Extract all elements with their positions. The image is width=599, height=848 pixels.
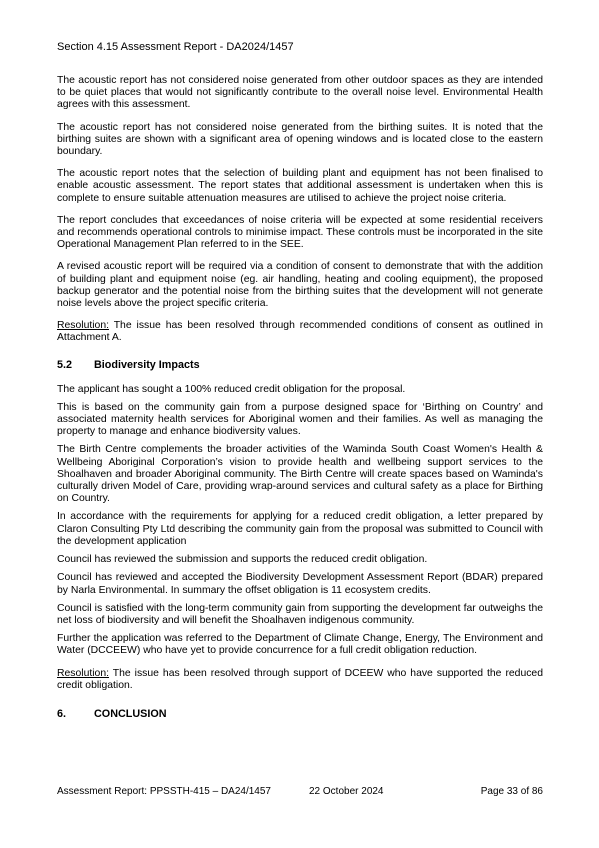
- paragraph-dcceew-referral: Further the application was referred to the Department of Climate Change, Energy, The Environment and Water (DCCEEW) who have yet to provide concurrence for a full credit obligation reduction.: [57, 633, 543, 657]
- resolution-text: The issue has been resolved through support of DCEEW who have supported the reduced credit obligation.: [57, 667, 543, 691]
- section-heading-conclusion: [57, 708, 543, 721]
- paragraph-birthing-suites: The acoustic report has not considered noise generated from the birthing suites. It is noted that the birthing suites are shown with a significant area of opening windows and is located close to the eastern boundary.: [57, 121, 543, 158]
- resolution-text: The issue has been resolved through recommended conditions of consent as outlined in Attachment A.: [57, 320, 543, 344]
- paragraph-council-supports: Council has reviewed the submission and supports the reduced credit obligation.: [57, 554, 428, 566]
- footer-report-id: Assessment Report: PPSSTH-415 – DA24/1457: [57, 786, 271, 797]
- paragraph-birth-centre: The Birth Centre complements the broader activities of the Waminda South Coast Women's Health & Wellbeing Aboriginal Corporation’s vision to provide health and wellbeing support services to the Shoalhaven and broader Aboriginal community. The Birth Centre will create spaces based on Waminda's culturally driven Model of Care, providing wrap-around services and cultural safety as a place for Birthing on Country.: [57, 444, 543, 505]
- section-title: CONCLUSION: [94, 707, 167, 720]
- footer-page-number: Page 33 of 86: [480, 786, 543, 797]
- paragraph-noise-exceedances: The report concludes that exceedances of noise criteria will be expected at some residential receivers and recommends operational controls to minimise impact. These controls must be incorporated in the site Operational Management Plan referred to in the SEE.: [57, 214, 543, 251]
- paragraph-bdar: Council has reviewed and accepted the Biodiversity Development Assessment Report (BDAR) prepared by Narla Environmental. In summary the offset obligation is 11 ecosystem credits.: [57, 572, 543, 596]
- paragraph-plant-equipment: The acoustic report notes that the selection of building plant and equipment has not been finalised to enable acoustic assessment. The report states that additional assessment is undertaken when this is complete to ensure suitable attenuation measures are utilised to achieve the project noise criteria.: [57, 168, 543, 204]
- resolution-biodiversity: [57, 668, 543, 692]
- paragraph-outdoor-spaces: The acoustic report has not considered noise generated from other outdoor spaces as they are intended to be quiet places that would not significantly contribute to the overall noise level. Environmental Health agrees with this assessment.: [57, 75, 543, 111]
- paragraph-requirements: In accordance with the requirements for applying for a reduced credit obligation, a letter prepared by Claron Consulting Pty Ltd describing the community gain from the proposal was submitted to Council with the development application: [57, 511, 543, 547]
- resolution-acoustic: [57, 320, 543, 344]
- page-header: Section 4.15 Assessment Report - DA2024/1457: [57, 41, 294, 53]
- paragraph-credit-obligation: The applicant has sought a 100% reduced credit obligation for the proposal.: [57, 383, 406, 395]
- section-number: 6.: [57, 707, 67, 720]
- resolution-label: Resolution:: [57, 667, 109, 679]
- paragraph-revised-report: A revised acoustic report will be required via a condition of consent to demonstrate that with the addition of building plant and equipment noise (eg. air handling, heating and cooling equipment), the proposed backup generator and the potential noise from the birthing suites that the development will not generate noise levels above the project specific criteria.: [57, 261, 543, 310]
- resolution-label: Resolution:: [57, 320, 109, 332]
- section-heading-biodiversity: [57, 359, 543, 372]
- section-number: 5.2: [57, 358, 73, 371]
- section-title: Biodiversity Impacts: [94, 358, 200, 371]
- paragraph-council-satisfied: Council is satisfied with the long-term community gain from supporting the development far outweighs the net loss of biodiversity and will benefit the Shoalhaven indigenous community.: [57, 602, 543, 626]
- paragraph-community-gain: This is based on the community gain from a purpose designed space for ‘Birthing on Country’ and associated maternity health services for Aboriginal women and their families. As well as managing the property to manage and enhance biodiversity values.: [57, 401, 543, 438]
- document-body: [57, 75, 543, 733]
- footer-date: 22 October 2024: [309, 786, 384, 797]
